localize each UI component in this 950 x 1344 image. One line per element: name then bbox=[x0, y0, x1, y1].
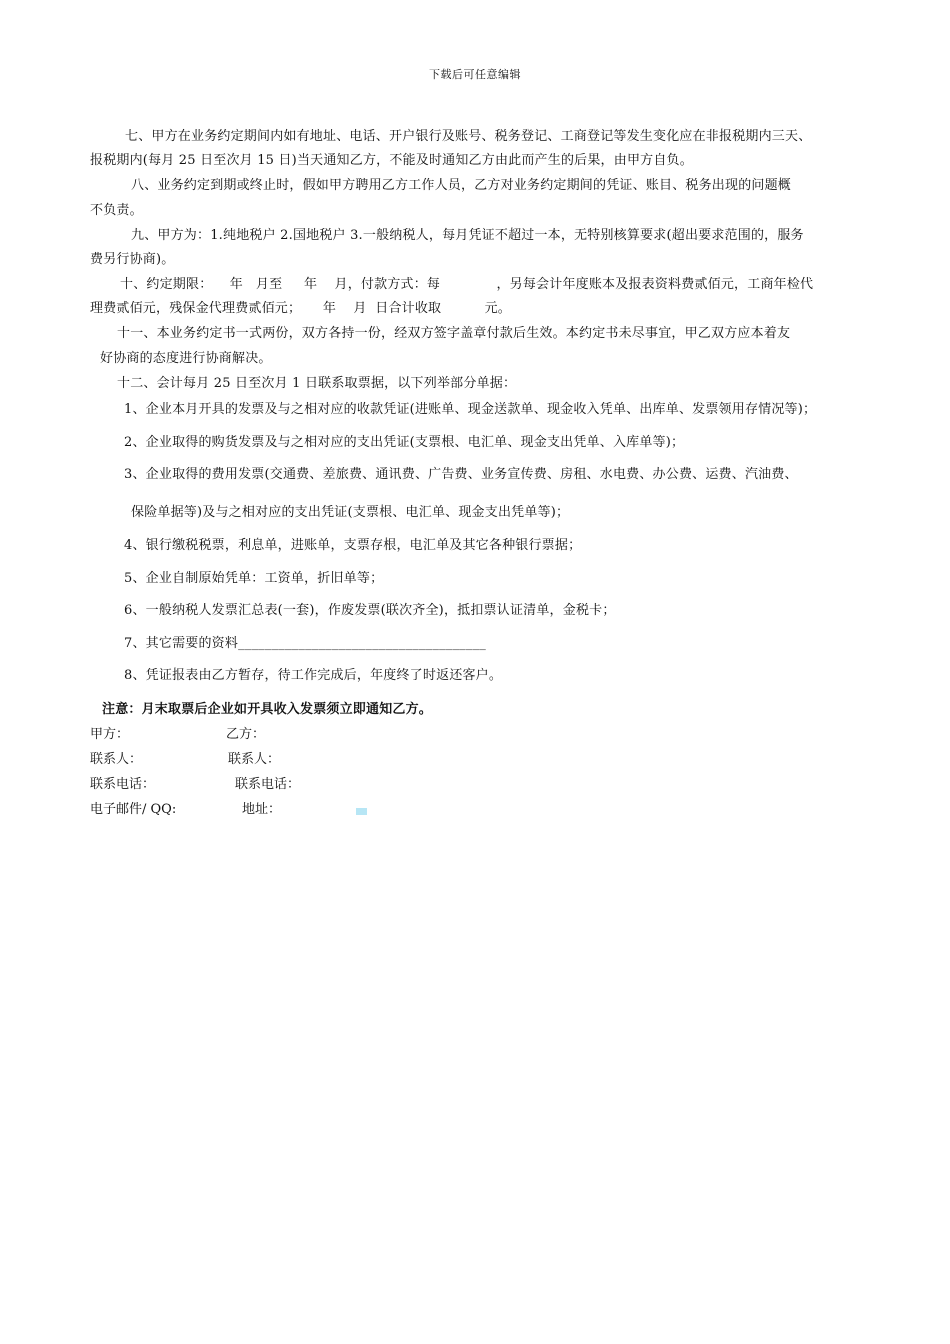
email-qq-label: 电子邮件/ QQ: bbox=[90, 802, 177, 817]
clause-8-line-2: 不负责。 bbox=[90, 203, 143, 218]
contact-a-label: 联系人： bbox=[90, 752, 143, 767]
clause-9-line-1: 九、甲方为：1.纯地税户 2.国地税户 3.一般纳税人，每月凭证不超过一本，无特别核算要求(超出要求范围的，服务 bbox=[131, 228, 804, 243]
party-b-label: 乙方： bbox=[226, 727, 266, 742]
clause-9-line-2: 费另行协商)。 bbox=[90, 252, 175, 267]
clause-10-line-1: 十、约定期限： 年 月至 年 月，付款方式：每 ，另每会计年度账本及报表资料费贰佰元，工商年检代 bbox=[120, 277, 814, 292]
notice-text: 注意：月末取票后企业如开具收入发票须立即通知乙方。 bbox=[102, 702, 433, 717]
clause-10-line-2: 理费贰佰元，残保金代理费贰佰元； 年 月 日合计收取 元。 bbox=[90, 301, 511, 316]
clause-7-line-1: 七、甲方在业务约定期间内如有地址、电话、开户银行及账号、税务登记、工商登记等发生变化应在非报税期内三天、 bbox=[125, 129, 812, 144]
document-item-6: 6、一般纳税人发票汇总表(一套)，作废发票(联次齐全)，抵扣票认证清单，金税卡； bbox=[124, 603, 616, 618]
document-item-2: 2、企业取得的购货发票及与之相对应的支出凭证(支票根、电汇单、现金支出凭单、入库单等)； bbox=[124, 435, 685, 450]
document-item-3-line-2: 保险单据等)及与之相对应的支出凭证(支票根、电汇单、现金支出凭单等)； bbox=[131, 505, 570, 520]
phone-a-label: 联系电话： bbox=[90, 777, 156, 792]
phone-b-label: 联系电话： bbox=[235, 777, 301, 792]
highlight-mark bbox=[356, 808, 367, 815]
address-label: 地址： bbox=[242, 802, 282, 817]
clause-11-line-2: 好协商的态度进行协商解决。 bbox=[100, 351, 272, 366]
document-item-4: 4、银行缴税税票，利息单，进账单，支票存根，电汇单及其它各种银行票据； bbox=[124, 538, 582, 553]
party-a-label: 甲方： bbox=[90, 727, 130, 742]
document-item-8: 8、凭证报表由乙方暂存，待工作完成后，年度终了时返还客户。 bbox=[124, 668, 503, 683]
clause-7-line-2: 报税期内(每月 25 日至次月 15 日)当天通知乙方，不能及时通知乙方由此而产生的后果，由甲方自负。 bbox=[90, 153, 693, 168]
document-item-7: 7、其它需要的资料_____________________________________ bbox=[124, 636, 486, 651]
clause-8-line-1: 八、业务约定到期或终止时，假如甲方聘用乙方工作人员，乙方对业务约定期间的凭证、账目、税务出现的问题概 bbox=[131, 178, 792, 193]
page-header: 下载后可任意编辑 bbox=[429, 68, 521, 81]
clause-12-intro: 十二、会计每月 25 日至次月 1 日联系取票据，以下列举部分单据： bbox=[117, 376, 517, 391]
document-item-5: 5、企业自制原始凭单：工资单，折旧单等； bbox=[124, 571, 384, 586]
document-item-3-line-1: 3、企业取得的费用发票(交通费、差旅费、通讯费、广告费、业务宣传费、房租、水电费、办公费、运费、汽油费、 bbox=[124, 467, 798, 482]
contact-b-label: 联系人： bbox=[228, 752, 281, 767]
document-item-1: 1、企业本月开具的发票及与之相对应的收款凭证(进账单、现金送款单、现金收入凭单、出库单、发票领用存情况等)； bbox=[124, 402, 817, 417]
clause-11-line-1: 十一、本业务约定书一式两份，双方各持一份，经双方签字盖章付款后生效。本约定书未尽事宜，甲乙双方应本着友 bbox=[117, 326, 791, 341]
